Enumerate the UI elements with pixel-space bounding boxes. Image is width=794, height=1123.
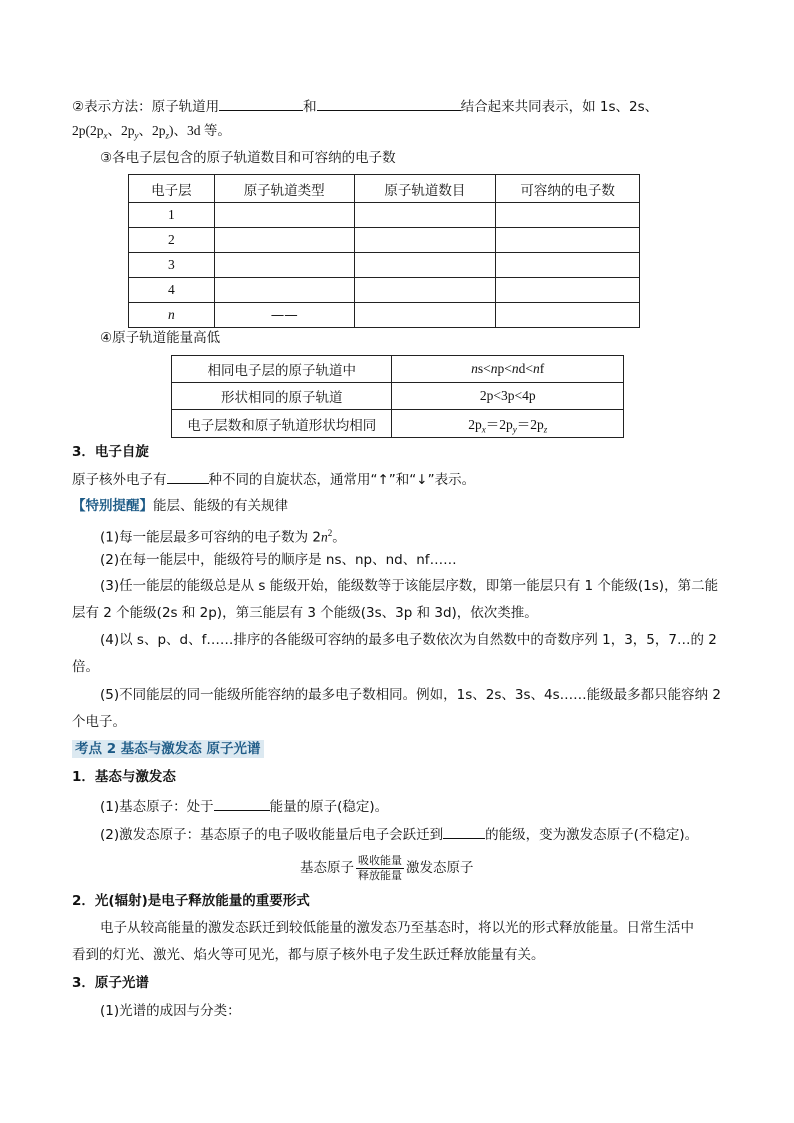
orbital-table (128, 174, 640, 328)
energy-label: 相同电子层的原子轨道中 (172, 356, 392, 383)
tip-text: n (321, 529, 328, 545)
tip-item-3-line-2: 层有 2 个能级(2s 和 2p)，第三能层有 3 个能级(3s、3p 和 3d)，依次类推。 (72, 605, 538, 621)
subscript: x (103, 130, 108, 141)
excited-text-b: 的能级，变为激发态原子(不稳定)。 (485, 827, 699, 843)
table-cell: 2 (129, 228, 215, 253)
table-title: ③各电子层包含的原子轨道数目和可容纳的电子数 (100, 150, 396, 166)
table-cell[interactable] (214, 278, 354, 303)
excited-state-line (100, 823, 698, 845)
blank-field[interactable] (317, 95, 461, 111)
table-cell[interactable] (354, 303, 496, 328)
blank-field[interactable] (219, 95, 303, 111)
eq-left: 基态原子 (300, 860, 354, 876)
energy-value: 2p<3p<4p (392, 383, 624, 410)
excited-text-a: (2)激发态原子：基态原子的电子吸收能量后电子会跃迁到 (100, 827, 444, 843)
table-cell[interactable] (214, 203, 354, 228)
table-header: 原子轨道类型 (214, 175, 354, 203)
spectrum-heading: 3．原子光谱 (72, 975, 149, 991)
tips-heading (72, 496, 288, 516)
spectrum-item-1: (1)光谱的成因与分类： (100, 1003, 241, 1019)
tip-item-5-line-1: (5)不同能层的同一能级所能容纳的最多电子数相同。例如，1s、2s、3s、4s……能级最多都只能容纳 2 (100, 687, 721, 703)
energy-label: 电子层数和原子轨道形状均相同 (172, 410, 392, 438)
ground-excited-heading: 1．基态与激发态 (72, 769, 176, 785)
representation-suffix: 结合起来共同表示，如 1s、2s、 (460, 99, 659, 115)
energy-value: $2p_x=2p_y=2p_z$ (392, 410, 624, 438)
eq-bottom-label: 释放能量 (358, 868, 402, 882)
table-cell[interactable] (354, 203, 496, 228)
representation-prefix: ②表示方法：原子轨道用 (72, 99, 220, 115)
energy-value: ns<np<nd<nf (392, 356, 624, 383)
table-cell: 3 (129, 253, 215, 278)
table-cell[interactable] (496, 278, 640, 303)
table-header: 可容纳的电子数 (496, 175, 640, 203)
table-cell: 4 (129, 278, 215, 303)
energy-label: 形状相同的原子轨道 (172, 383, 392, 410)
orbital-text: 、2p (138, 123, 166, 138)
tip-text: (1)每一能层最多可容纳的电子数为 2 (100, 529, 322, 546)
table-cell[interactable] (496, 253, 640, 278)
spin-text-a: 原子核外电子有 (72, 472, 167, 488)
table-cell[interactable] (354, 253, 496, 278)
tip-item-4-line-1: (4)以 s、p、d、f……排序的各能级可容纳的最多电子数依次为自然数中的奇数序列 1，3，5，7…的 2 (100, 632, 717, 648)
reversible-arrow (356, 855, 404, 882)
light-paragraph-line-2: 看到的灯光、激光、焰火等可见光，都与原子核外电子发生跃迁释放能量有关。 (72, 947, 545, 963)
spin-heading: 3．电子自旋 (72, 444, 149, 460)
energy-title: ④原子轨道能量高低 (100, 330, 221, 346)
blank-field[interactable] (443, 823, 485, 839)
tips-title: 能层、能级的有关规律 (153, 498, 288, 514)
ground-text-a: (1)基态原子：处于 (100, 799, 214, 815)
tip-item-3-line-1: (3)任一能层的能级总是从 s 能级开始，能级数等于该能层序数，即第一能层只有 1 个能级(1s)，第二能 (100, 578, 719, 594)
table-header: 电子层 (129, 175, 215, 203)
orbital-text: 2p(2p (72, 123, 104, 138)
table-header: 原子轨道数目 (354, 175, 496, 203)
blank-field[interactable] (167, 468, 209, 484)
table-cell[interactable] (354, 228, 496, 253)
subscript: y (134, 130, 139, 141)
tip-text: 。 (332, 529, 346, 546)
table-cell: n (129, 303, 215, 328)
representation-and: 和 (303, 99, 317, 115)
tip-item-2: (2)在每一能层中，能级符号的顺序是 ns、np、nd、nf…… (100, 552, 457, 568)
table-cell[interactable] (354, 278, 496, 303)
representation-line-2 (72, 121, 231, 146)
table-cell: 1 (129, 203, 215, 228)
light-heading: 2．光(辐射)是电子释放能量的重要形式 (72, 893, 310, 909)
eq-right: 激发态原子 (406, 860, 474, 876)
table-cell[interactable] (496, 203, 640, 228)
table-cell[interactable] (496, 303, 640, 328)
eq-top-label: 吸收能量 (358, 853, 402, 867)
spin-text-b: 种不同的自旋状态，通常用“↑”和“↓”表示。 (208, 472, 476, 488)
light-paragraph-line-1: 电子从较高能量的激发态跃迁到较低能量的激发态乃至基态时，将以光的形式释放能量。日常生活中 (100, 920, 694, 936)
table-cell[interactable] (214, 228, 354, 253)
tips-label: 【特别提醒】 (72, 498, 153, 514)
spin-text (72, 468, 475, 490)
orbital-text: )、3d 等。 (169, 123, 231, 138)
representation-line-1 (72, 95, 658, 117)
tip-item-4-line-2: 倍。 (72, 659, 99, 675)
subscript: z (165, 130, 170, 141)
transition-equation (300, 852, 474, 884)
topic-tag: 考点 2 基态与激发态 原子光谱 (72, 740, 264, 758)
superscript: 2 (327, 528, 333, 538)
ground-text-b: 能量的原子(稳定)。 (269, 799, 389, 815)
tip-item-1 (100, 523, 346, 548)
blank-field[interactable] (214, 795, 270, 811)
orbital-text: 、2p (107, 123, 135, 138)
tip-item-5-line-2: 个电子。 (72, 714, 126, 730)
table-cell: —— (214, 303, 354, 328)
table-cell[interactable] (496, 228, 640, 253)
table-cell[interactable] (214, 253, 354, 278)
topic-2-tag (72, 739, 264, 759)
ground-state-line (100, 795, 388, 817)
energy-table (171, 355, 624, 438)
